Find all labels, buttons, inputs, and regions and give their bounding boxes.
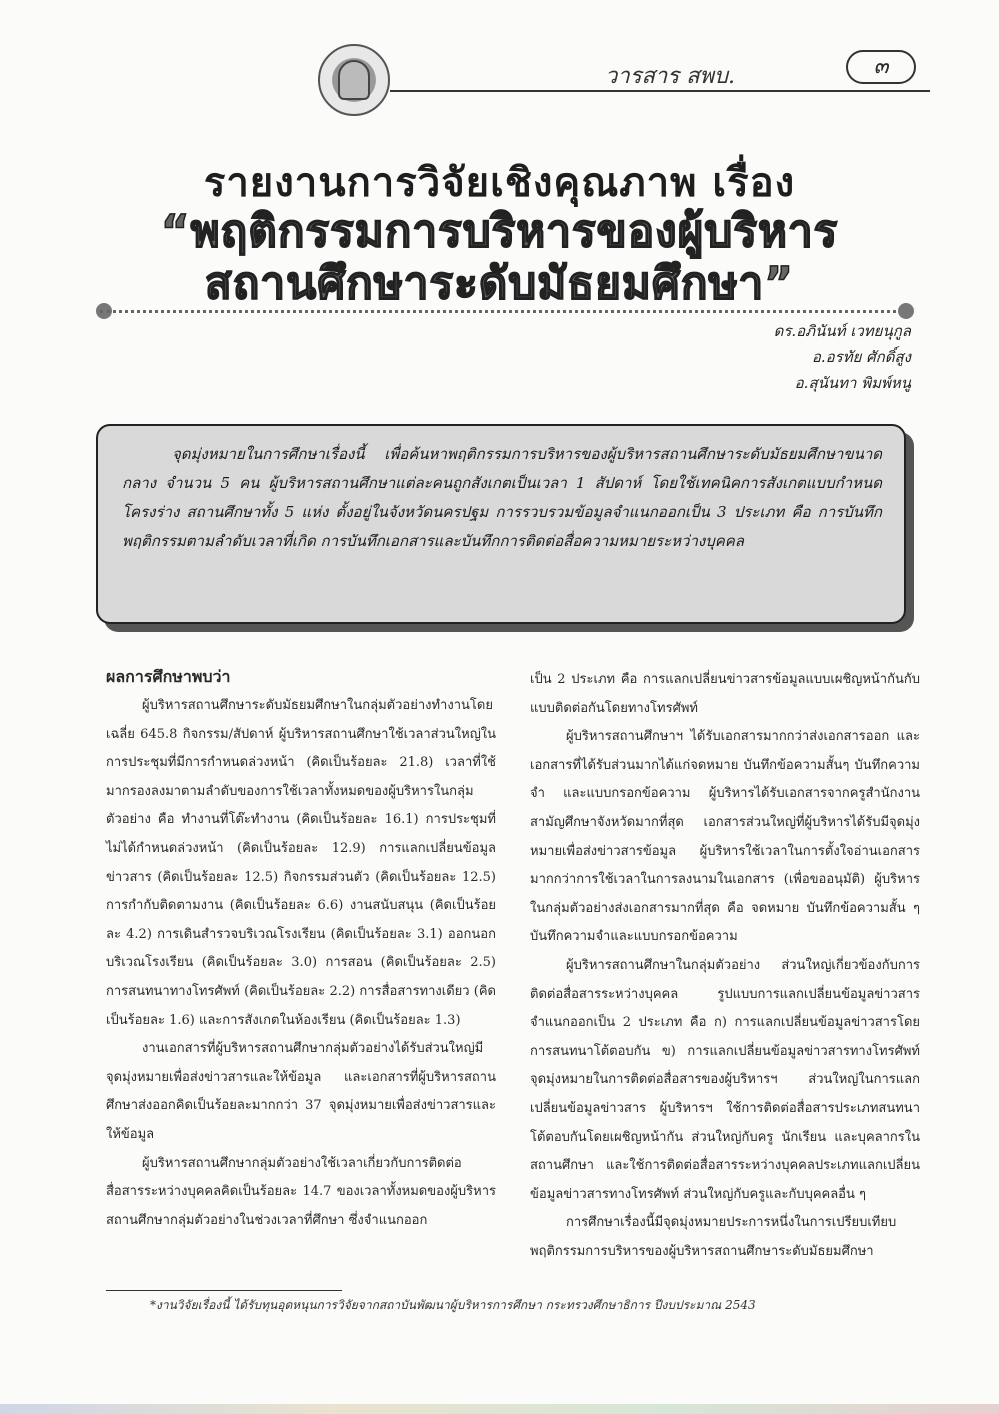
body-column-left (106, 664, 496, 1235)
author-list (774, 318, 911, 396)
body-paragraph: ผู้บริหารสถานศึกษาฯ ได้รับเอกสารมากกว่าส่งเอกสารออก และเอกสารที่ได้รับส่วนมากได้แก่จดหมาย บันทึกข้อความสั้นๆ บันทึกความจำ และแบบกรอกข้อความ ผู้บริหารได้รับเอกสารจากครูสำนักงานสามัญศึกษาจังหวัดมากที่สุด เอกสารส่วนใหญ่ที่ผู้บริหารได้รับมีจุดมุ่งหมายเพื่อส่งข่าวสารข้อมูล ผู้บริหารใช้เวลาในการตั้งใจอ่านเอกสารมากกว่าการใช้เวลาในการลงนามในเอกสาร (เพื่อขออนุมัติ) ผู้บริหารในกลุ่มตัวอย่างส่งเอกสารมากที่สุด คือ จดหมาย บันทึกข้อความสั้น ๆ บันทึกความจำและแบบกรอกข้อความ (530, 729, 920, 945)
journal-name: วารสาร สพบ. (604, 64, 735, 89)
abstract-box (96, 424, 906, 624)
page-number: ๓ (846, 50, 916, 84)
body-paragraph: ผู้บริหารสถานศึกษาระดับมัธยมศึกษาในกลุ่มตัวอย่างทำงานโดยเฉลี่ย 645.8 กิจกรรม/สัปดาห์ ผู้บริหารสถานศึกษาใช้เวลาส่วนใหญ่ในการประชุมที่มีการกำหนดล่วงหน้า (คิดเป็นร้อยละ 21.8) เวลาที่ใช้มากรองลงมาตามลำดับของการใช้เวลาทั้งหมดของผู้บริหารในกลุ่มตัวอย่าง คือ ทำงานที่โต๊ะทำงาน (คิดเป็นร้อยละ 16.1) การประชุมที่ไม่ได้กำหนดล่วงหน้า (คิดเป็นร้อยละ 12.9) การแลกเปลี่ยนข้อมูลข่าวสาร (คิดเป็นร้อยละ 12.5) กิจกรรมส่วนตัว (คิดเป็นร้อยละ 12.5) การกำกับติดตามงาน (คิดเป็นร้อยละ 6.6) งานสนับสนุน (คิดเป็นร้อยละ 4.2) การเดินสำรวจบริเวณโรงเรียน (คิดเป็นร้อยละ 3.1) ออกนอกบริเวณโรงเรียน (คิดเป็นร้อยละ 3.0) การสอน (คิดเป็นร้อยละ 2.5) การสนทนาทางโทรศัพท์ (คิดเป็นร้อยละ 2.2) การสื่อสารทางเดียว (คิดเป็นร้อยละ 1.6) และการสังเกตในห้องเรียน (คิดเป็นร้อยละ 1.3) (106, 698, 496, 1028)
body-column-right (530, 666, 920, 1266)
page-bottom-edge (0, 1404, 999, 1414)
author-3: อ.สุนันทา พิมพ์หนู (794, 374, 911, 392)
author-2: อ.อรทัย ศักดิ์สูง (811, 348, 911, 366)
body-paragraph: ผู้บริหารสถานศึกษากลุ่มตัวอย่างใช้เวลาเกี่ยวกับการติดต่อสื่อสารระหว่างบุคคลคิดเป็นร้อยละ 14.7 ของเวลาทั้งหมดของผู้บริหารสถานศึกษากลุ่มตัวอย่างในช่วงเวลาที่ศึกษา ซึ่งจำแนกออก (106, 1155, 496, 1228)
title-line-3: สถานศึกษาระดับมัธยมศึกษา” (204, 258, 795, 309)
body-paragraph: ผู้บริหารสถานศึกษาในกลุ่มตัวอย่าง ส่วนใหญ่เกี่ยวข้องกับการติดต่อสื่อสารระหว่างบุคคล รูปแบบการแลกเปลี่ยนข้อมูลข่าวสารจำแนกออกเป็น 2 ประเภท คือ ก) การแลกเปลี่ยนข้อมูลข่าวสารโดยการสนทนาโต้ตอบกัน ข) การแลกเปลี่ยนข้อมูลข่าวสารทางโทรศัพท์ จุดมุ่งหมายในการติดต่อสื่อสารของผู้บริหารฯ ส่วนใหญ่ในการแลกเปลี่ยนข้อมูลข่าวสาร ผู้บริหารฯ ใช้การติดต่อสื่อสารประเภทสนทนาโต้ตอบกันโดยเผชิญหน้ากัน ส่วนใหญ่กับครู นักเรียน และบุคลากรในสถานศึกษา และใช้การติดต่อสื่อสารระหว่างบุคคลประเภทแลกเปลี่ยนข้อมูลข่าวสารทางโทรศัพท์ ส่วนใหญ่กับครูและกับบุคคลอื่น ๆ (530, 957, 920, 1202)
body-paragraph: เป็น 2 ประเภท คือ การแลกเปลี่ยนข่าวสารข้อมูลแบบเผชิญหน้ากันกับแบบติดต่อกันโดยทางโทรศัพท์ (530, 672, 920, 716)
section-heading: ผลการศึกษาพบว่า (106, 667, 231, 686)
footnote-rule (106, 1290, 342, 1291)
author-1: ดร.อภินันท์ เวทยนุกูล (773, 322, 911, 340)
title-line-1: รายงานการวิจัยเชิงคุณภาพ เรื่อง (203, 160, 796, 206)
body-paragraph: งานเอกสารที่ผู้บริหารสถานศึกษากลุ่มตัวอย่างได้รับส่วนใหญ่มีจุดมุ่งหมายเพื่อส่งข่าวสารและให้ข้อมูล และเอกสารที่ผู้บริหารสถานศึกษาส่งออกคิดเป็นร้อยละมากกว่า 37 จุดมุ่งหมายเพื่อส่งข่าวสารและให้ข้อมูล (106, 1041, 496, 1142)
rule-dot-right (898, 303, 914, 319)
abstract-text: จุดมุ่งหมายในการศึกษาเรื่องนี้ เพื่อค้นหาพฤติกรรมการบริหารของผู้บริหารสถานศึกษาระดับมัธยมศึกษาขนาดกลาง จำนวน 5 คน ผู้บริหารสถานศึกษาแต่ละคนถูกสังเกตเป็นเวลา 1 สัปดาห์ โดยใช้เทคนิคการสังเกตแบบกำหนดโครงร่าง สถานศึกษาทั้ง 5 แห่ง ตั้งอยู่ในจังหวัดนครปฐม การรวบรวมข้อมูลจำแนกออกเป็น 3 ประเภท คือ การบันทึกพฤติกรรมตามลำดับเวลาที่เกิด การบันทึกเอกสารและบันทึกการติดต่อสื่อความหมายระหว่างบุคคล (122, 445, 882, 550)
title-line-2: “พฤติกรรมการบริหารของผู้บริหาร (160, 206, 839, 257)
body-paragraph: การศึกษาเรื่องนี้มีจุดมุ่งหมายประการหนึ่งในการเปรียบเทียบพฤติกรรมการบริหารของผู้บริหารสถานศึกษาระดับมัธยมศึกษา (530, 1215, 897, 1259)
title-divider (100, 310, 908, 313)
seal-emblem-icon (338, 60, 370, 100)
footnote: *งานวิจัยเรื่องนี้ ได้รับทุนอุดหนุนการวิจัยจากสถาบันพัฒนาผู้บริหารการศึกษา กระทรวงศึกษาธิการ ปีงบประมาณ 2543 (150, 1298, 756, 1312)
institution-seal-logo (318, 44, 390, 116)
